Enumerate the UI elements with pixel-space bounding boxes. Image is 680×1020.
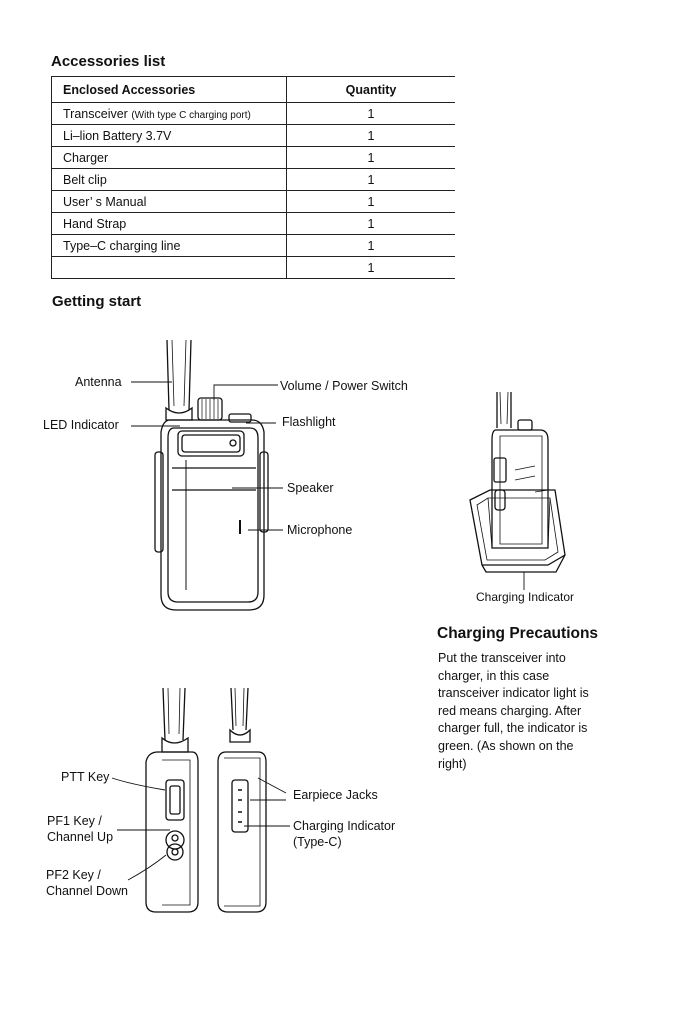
row-qty: 1 [287,103,456,125]
row-qty: 1 [287,257,456,279]
label-charging-indicator: Charging Indicator [476,590,575,604]
label-ptt-key: PTT Key [61,770,110,784]
label-charging-typec-line2: (Type-C) [293,835,342,849]
label-charging-typec-line1: Charging Indicator [293,819,396,833]
header-quantity: Quantity [287,77,456,103]
row-item: Type–C charging line [52,235,287,257]
row-item: User’ s Manual [52,191,287,213]
label-pf2-line1: PF2 Key / [46,868,101,882]
label-antenna: Antenna [75,375,122,389]
accessories-title: Accessories list [51,53,166,70]
label-pf1-line2: Channel Up [47,830,114,844]
row-item: Transceiver [63,106,128,121]
front-radio-illustration [131,340,283,610]
row-qty: 1 [287,147,456,169]
charging-precautions-title: Charging Precautions [437,625,599,642]
label-microphone: Microphone [287,523,353,537]
label-pf1-line1: PF1 Key / [47,814,102,828]
row-qty: 1 [287,169,456,191]
header-enclosed: Enclosed Accessories [52,77,287,103]
charging-precautions-text: Put the transceiver into charger, in this case transceiver indicator light is red means charging. After charger full, the indicator is green. (As shown on the right) [438,651,589,771]
label-led-indicator: LED Indicator [43,418,119,432]
getting-start-title: Getting start [52,293,142,310]
row-item: Hand Strap [52,213,287,235]
row-qty: 1 [287,191,456,213]
row-item: Charger [52,147,287,169]
row-item: Belt clip [52,169,287,191]
row-note: (With type C charging port) [131,109,251,121]
side-radio-left-illustration [112,688,198,912]
label-pf2-line2: Channel Down [46,884,128,898]
charger-illustration [470,392,565,590]
row-qty: 1 [287,213,456,235]
row-qty: 1 [287,235,456,257]
label-flashlight: Flashlight [282,415,336,429]
label-speaker: Speaker [287,481,334,495]
row-qty: 1 [287,125,456,147]
row-item: Li–lion Battery 3.7V [52,125,287,147]
label-volume-power: Volume / Power Switch [280,379,408,393]
label-earpiece-jacks: Earpiece Jacks [293,788,378,802]
side-radio-right-illustration [218,688,290,912]
